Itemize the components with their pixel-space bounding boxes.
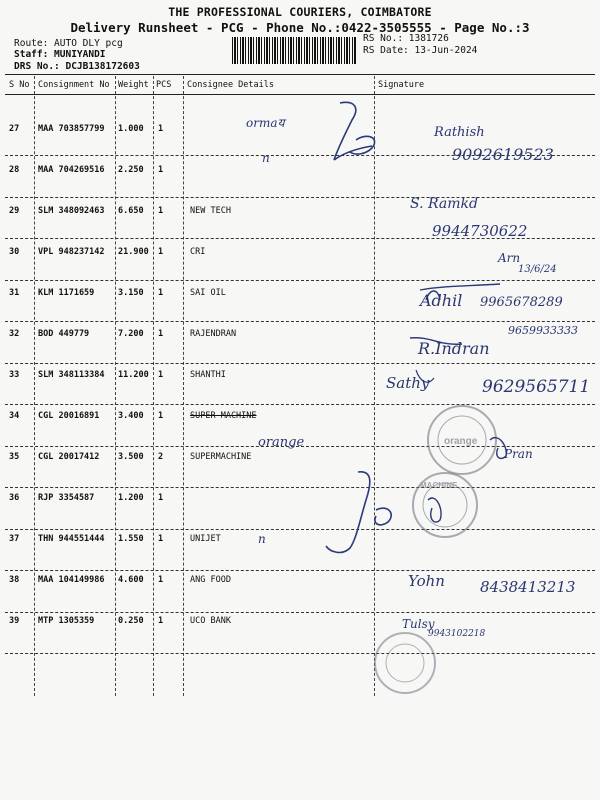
col-header-consignee: Consignee Details [187, 80, 274, 90]
signature-row34: Pran [504, 447, 533, 461]
col-divider [34, 76, 35, 696]
row-divider [5, 238, 595, 239]
row-consignment-no: CGL 20017412 [38, 452, 100, 462]
row-divider [5, 487, 595, 488]
row-weight: 21.900 [118, 247, 149, 257]
stamp-orange-text: orange [444, 436, 478, 447]
row-sno: 29 [9, 206, 20, 216]
stamp-machine-text: MACHINE [420, 481, 458, 490]
row-divider [5, 570, 595, 571]
row-weight: 1.550 [118, 534, 144, 544]
row-consignee: SUPERMACHINE [190, 452, 252, 462]
row-sno: 35 [9, 452, 20, 462]
row-pcs: 1 [158, 247, 164, 257]
row-consignee: NEW TECH [190, 206, 231, 216]
row-consignment-no: CGL 20016891 [38, 411, 100, 421]
col-divider [153, 76, 154, 696]
signature-row33: Sathy [386, 374, 430, 392]
signature-row27: Rathish [434, 125, 485, 140]
row-consignee: ANG FOOD [190, 575, 231, 585]
row-pcs: 1 [158, 534, 164, 544]
runsheet-title: Delivery Runsheet - PCG - Phone No.:0422-3505555 - Page No.:3 [70, 20, 530, 35]
signature-row32: R.Indran [418, 339, 490, 358]
row-weight: 1.000 [118, 124, 144, 134]
row-divider [5, 155, 595, 156]
col-header-sno: S No [9, 80, 30, 90]
row-divider [5, 363, 595, 364]
row-sno: 34 [9, 411, 20, 421]
row-sno: 31 [9, 288, 20, 298]
signature-row30: Arn [498, 251, 521, 265]
row-consignee: CRI [190, 247, 206, 257]
row-consignment-no: BOD 449779 [38, 329, 90, 339]
note-row36: n [258, 532, 266, 546]
row-divider [5, 446, 595, 447]
col-divider [115, 76, 116, 696]
row-sno: 28 [9, 165, 20, 175]
drs-label: DRS No.: DCJB138172603 [14, 61, 140, 72]
note-row27: ormaय [246, 116, 285, 130]
header-bottom-border [5, 94, 595, 95]
stamp-uco [375, 633, 435, 693]
row-sno: 37 [9, 534, 20, 544]
row-consignee: SAI OIL [190, 288, 226, 298]
col-header-weight: Weight [118, 80, 149, 90]
row-consignment-no: VPL 948237142 [38, 247, 105, 257]
row-consignment-no: KLM 1171659 [38, 288, 95, 298]
row-sno: 32 [9, 329, 20, 339]
stamp-orange [428, 406, 496, 474]
row-pcs: 1 [158, 206, 164, 216]
row-consignment-no: SLM 348092463 [38, 206, 105, 216]
row-consignment-no: MAA 104149986 [38, 575, 105, 585]
row-consignee: SHANTHI [190, 370, 226, 380]
row-consignee: SUPER MACHINE [190, 411, 257, 421]
company-title: THE PROFESSIONAL COURIERS, COIMBATORE [168, 5, 432, 19]
row-divider [5, 529, 595, 530]
row-consignment-no: SLM 348113384 [38, 370, 105, 380]
row-weight: 3.400 [118, 411, 144, 421]
row-sno: 27 [9, 124, 20, 134]
row-consignment-no: MAA 703857799 [38, 124, 105, 134]
row-consignment-no: THN 944551444 [38, 534, 105, 544]
signature-row37: Yohn [408, 572, 445, 590]
row-sno: 30 [9, 247, 20, 257]
row-pcs: 1 [158, 616, 164, 626]
phone2-row31: 9659933333 [508, 324, 578, 337]
row-divider [5, 321, 595, 322]
row-pcs: 1 [158, 370, 164, 380]
row-divider [5, 612, 595, 613]
signature-row31: Adhil [420, 291, 463, 310]
row-divider [5, 653, 595, 654]
row-weight: 2.250 [118, 165, 144, 175]
col-divider [183, 76, 184, 696]
row-consignee: UCO BANK [190, 616, 231, 626]
row-weight: 3.150 [118, 288, 144, 298]
row-weight: 4.600 [118, 575, 144, 585]
row-sno: 33 [9, 370, 20, 380]
row-pcs: 1 [158, 165, 164, 175]
col-header-pcs: PCS [156, 80, 172, 90]
phone-row38: 9943102218 [428, 629, 486, 639]
row-pcs: 1 [158, 329, 164, 339]
row-pcs: 1 [158, 124, 164, 134]
row-pcs: 1 [158, 493, 164, 503]
signature-row38: Tulsy [402, 617, 435, 631]
phone-row28: 9092619523 [452, 145, 554, 164]
row-consignee: RAJENDRAN [190, 329, 237, 339]
row-pcs: 1 [158, 575, 164, 585]
row-pcs: 2 [158, 452, 164, 462]
col-header-consignment: Consignment No [38, 80, 110, 90]
row-pcs: 1 [158, 411, 164, 421]
row-divider [5, 197, 595, 198]
row-weight: 3.500 [118, 452, 144, 462]
date-row30: 13/6/24 [518, 264, 557, 275]
barcode [232, 37, 356, 64]
row-sno: 38 [9, 575, 20, 585]
phone-row29: 9944730622 [432, 222, 528, 240]
row-pcs: 1 [158, 288, 164, 298]
row-sno: 39 [9, 616, 20, 626]
row-divider [5, 404, 595, 405]
note-row34: orange [258, 435, 305, 450]
rs-date: RS Date: 13-Jun-2024 [363, 45, 478, 56]
row-consignment-no: MAA 704269516 [38, 165, 105, 175]
row-weight: 0.250 [118, 616, 144, 626]
table-top-border [5, 74, 595, 75]
row-divider [5, 280, 595, 281]
row-sno: 36 [9, 493, 20, 503]
rs-number: RS No.: 1381726 [363, 33, 449, 44]
row-consignment-no: MTP 1305359 [38, 616, 95, 626]
row-consignment-no: RJP 3354587 [38, 493, 95, 503]
col-divider [374, 76, 375, 696]
phone-row31: 9965678289 [480, 295, 563, 310]
signature-row29: S. Ramkd [410, 196, 478, 212]
route-label: Route: AUTO DLY pcg [14, 38, 123, 49]
staff-label: Staff: MUNIYANDI [14, 49, 106, 60]
phone-row33: 9629565711 [482, 377, 591, 397]
row-weight: 6.650 [118, 206, 144, 216]
row-weight: 11.200 [118, 370, 149, 380]
phone-row37: 8438413213 [480, 578, 576, 596]
note-row28: n [262, 151, 270, 165]
row-weight: 1.200 [118, 493, 144, 503]
stamp-machine [413, 473, 477, 537]
col-header-signature: Signature [378, 80, 425, 90]
row-weight: 7.200 [118, 329, 144, 339]
row-consignee: UNIJET [190, 534, 221, 544]
